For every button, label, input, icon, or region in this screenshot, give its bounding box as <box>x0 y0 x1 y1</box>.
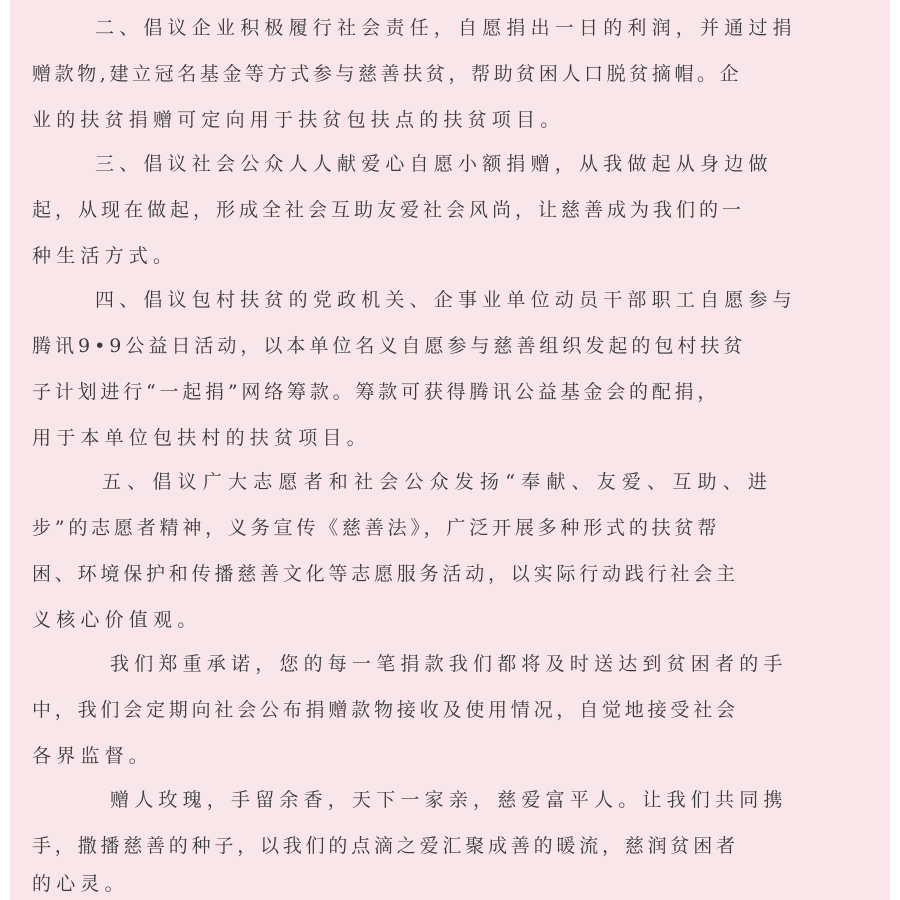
text-line: 各界监督。 <box>32 745 154 767</box>
text-line: 赠人玫瑰，手留余香，天下一家亲，慈爱富平人。让我们共同携 <box>110 789 788 811</box>
text-line: 子计划进行“一起捐”网络筹款。筹款可获得腾讯公益基金会的配捐， <box>32 381 721 403</box>
text-line: 步”的志愿者精神，义务宣传《慈善法》，广泛开展多种形式的扶贫帮 <box>32 517 721 539</box>
text-line: 腾讯9•9公益日活动，以本单位名义自愿参与慈善组织发起的包村扶贫 <box>32 335 747 357</box>
text-line: 义核心价值观。 <box>32 609 202 631</box>
text-line: 用于本单位包扶村的扶贫项目。 <box>32 427 371 449</box>
text-line: 赠款物,建立冠名基金等方式参与慈善扶贫，帮助贫困人口脱贫摘帽。企 <box>32 63 743 85</box>
text-line: 的心灵。 <box>32 873 129 895</box>
text-line: 二、倡议企业积极履行社会责任，自愿捐出一日的利润，并通过捐 <box>95 17 797 39</box>
text-line: 五、倡议广大志愿者和社会公众发扬“奉献、友爱、互助、进 <box>102 471 774 493</box>
text-line: 中，我们会定期向社会公布捐赠款物接收及使用情况，自觉地接受社会 <box>32 699 739 721</box>
text-line: 手，撒播慈善的种子，以我们的点滴之爱汇聚成善的暖流，慈润贫困者 <box>32 835 739 857</box>
text-line: 四、倡议包村扶贫的党政机关、企事业单位动员干部职工自愿参与 <box>95 289 797 311</box>
text-line: 困、环境保护和传播慈善文化等志愿服务活动，以实际行动践行社会主 <box>32 563 739 585</box>
text-line: 业的扶贫捐赠可定向用于扶贫包扶点的扶贫项目。 <box>32 109 565 131</box>
article-body <box>10 0 890 900</box>
text-line: 三、倡议社会公众人人献爱心自愿小额捐赠，从我做起从身边做 <box>95 153 773 175</box>
text-line: 起，从现在做起，形成全社会互助友爱社会风尚，让慈善成为我们的一 <box>32 199 746 221</box>
text-line: 我们郑重承诺，您的每一笔捐款我们都将及时送达到贫困者的手 <box>110 653 788 675</box>
text-line: 种生活方式。 <box>32 245 178 267</box>
